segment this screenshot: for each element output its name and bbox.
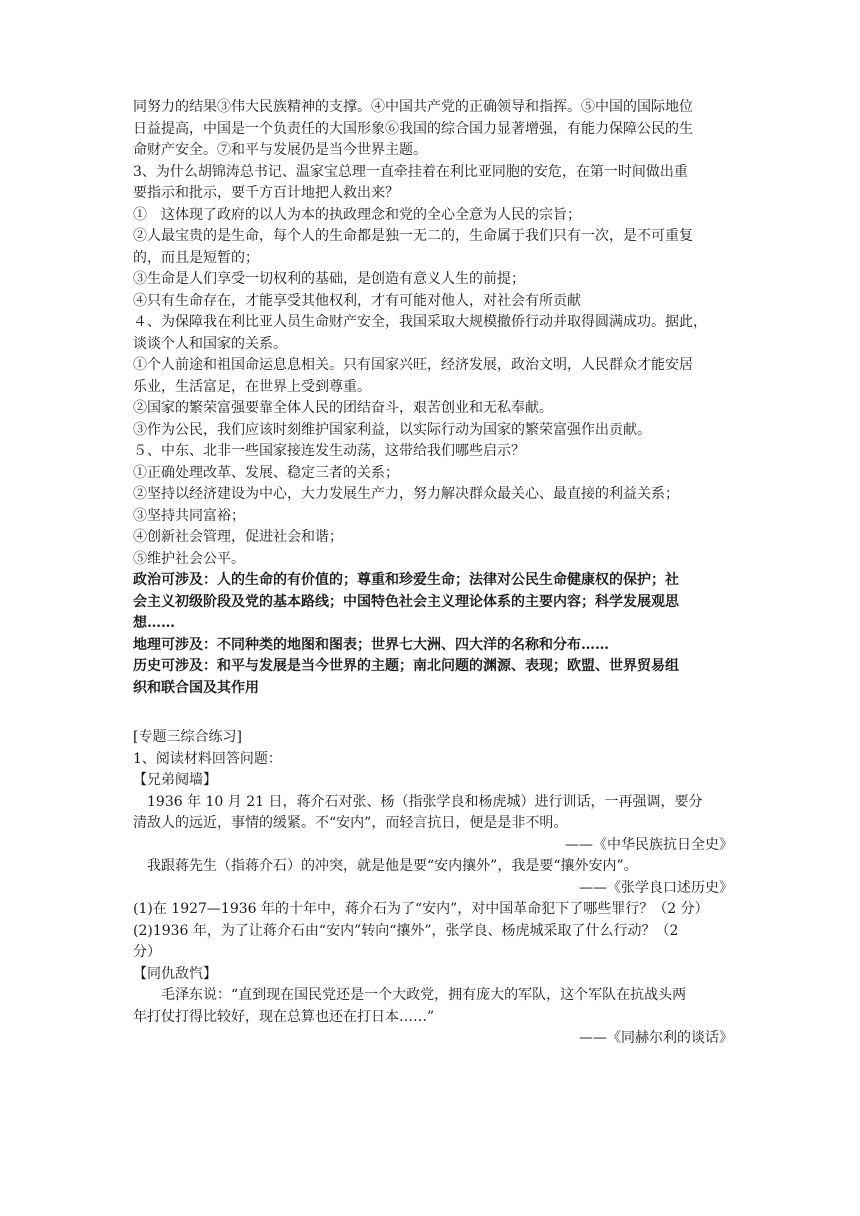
text-line: 命财产安全。⑦和平与发展仍是当今世界主题。 xyxy=(133,142,427,158)
bold-line: 政治可涉及：人的生命的有价值的；尊重和珍爱生命；法律对公民生命健康权的保护；社 xyxy=(133,572,679,588)
text-line: 乐业，生活富足，在世界上受到尊重。 xyxy=(133,378,371,395)
material-1-quote: 我跟蒋先生（指蒋介石）的冲突，就是他是要“安内攘外”，我是要“攘外安内”。 xyxy=(147,858,638,874)
subject-links-block xyxy=(133,570,733,699)
text-line: ①个人前途和祖国命运息息相关。只有国家兴旺，经济发展，政治文明，人民群众才能安居 xyxy=(133,357,693,373)
material-1-source: ——《中华民族抗日全史》 xyxy=(565,836,733,853)
material-2-text: 毛泽东说：“直到现在国民党还是一个大政党，拥有庞大的军队，这个军队在抗战头两 xyxy=(161,987,687,1003)
bold-line: 织和联合国及其作用 xyxy=(133,679,259,696)
text-line: ④创新社会管理，促进社会和谐； xyxy=(133,529,343,545)
text-line: 要指示和批示，要千方百计地把人救出来？ xyxy=(133,185,399,201)
text-line: ③作为公民，我们应该时刻维护国家利益，以实际行动为国家的繁荣富强作出贡献。 xyxy=(133,421,651,438)
text-line: 谈谈个人和国家的关系。 xyxy=(133,335,287,352)
material-2-heading: 【同仇敌忾】 xyxy=(133,965,217,982)
bold-line: 历史可涉及：和平与发展是当今世界的主题；南北问题的渊源、表现；欧盟、世界贸易组 xyxy=(133,658,679,674)
material-2-text: 年打仗打得比较好，现在总算也还在打日本……” xyxy=(133,1008,435,1025)
question-5: ５、中东、北非一些国家接连发生动荡，这带给我们哪些启示？ xyxy=(133,443,525,459)
text-line: ③生命是人们享受一切权利的基础，是创造有意义人生的前提； xyxy=(133,271,525,287)
material-1-source-2: ——《张学良口述历史》 xyxy=(579,879,733,896)
text-line: ③坚持共同富裕； xyxy=(133,507,245,524)
text-line: ④只有生命存在，才能享受其他权利，才有可能对他人，对社会有所贡献 xyxy=(133,292,581,309)
material-2-source: ——《同赫尔利的谈话》 xyxy=(579,1030,733,1046)
document-page xyxy=(133,97,733,1050)
text-line: ②人最宝贵的是生命，每个人的生命都是独一无二的，生命属于我们只有一次，是不可重复 xyxy=(133,228,693,244)
question-4: ４、为保障我在利比亚人员生命财产安全，我国采取大规模撤侨行动并取得圆满成功。据此， xyxy=(133,314,707,330)
text-line: ②国家的繁荣富强要靠全体人民的团结奋斗，艰苦创业和无私奉献。 xyxy=(133,400,553,416)
spacer xyxy=(133,699,733,727)
exercise-section xyxy=(133,727,733,1050)
question-3: 3、为什么胡锦涛总书记、温家宝总理一直牵挂着在利比亚同胞的安危，在第一时间做出重 xyxy=(133,163,688,180)
material-1-heading: 【兄弟阋墙】 xyxy=(133,772,217,788)
sub-question-2-cont: 分） xyxy=(133,944,161,960)
text-line: 的，而且是短暂的； xyxy=(133,249,259,266)
sub-question-1: (1)在 1927—1936 年的十年中，蒋介石为了“安内”，对中国革命犯下了哪些罪行？（2 分） xyxy=(133,901,709,917)
answer-block xyxy=(133,97,733,570)
bold-line: 地理可涉及：不同种类的地图和图表；世界七大洲、四大洋的名称和分布…… xyxy=(133,636,609,653)
text-line: ①正确处理改革、发展、稳定三者的关系； xyxy=(133,464,399,481)
text-line: 日益提高，中国是一个负责任的大国形象⑥我国的综合国力显著增强，有能力保障公民的生 xyxy=(133,120,693,137)
question-1-title: 1、阅读材料回答问题： xyxy=(133,750,282,767)
material-1-text: 1936 年 10 月 21 日，蒋介石对张、杨（指张学良和杨虎城）进行训话，一再强调，要分 xyxy=(147,793,703,810)
sub-question-2: (2)1936 年，为了让蒋介石由“安内”转向“攘外”，张学良、杨虎城采取了什么行动？（2 xyxy=(133,922,679,939)
text-line: ① 这体现了政府的以人为本的执政理念和党的全心全意为人民的宗旨； xyxy=(133,206,581,223)
bold-line: 想…… xyxy=(133,615,175,631)
text-line: ⑤维护社会公平。 xyxy=(133,550,245,567)
material-1-text: 清敌人的远近，事情的缓紧。不“安内”，而轻言抗日，便是是非不明。 xyxy=(133,815,568,831)
bold-line: 会主义初级阶段及党的基本路线；中国特色社会主义理论体系的主要内容；科学发展观思 xyxy=(133,593,679,610)
text-line: 同努力的结果③伟大民族精神的支撑。④中国共产党的正确领导和指挥。⑤中国的国际地位 xyxy=(133,99,693,115)
section-title: [专题三综合练习] xyxy=(133,729,242,745)
text-line: ②坚持以经济建设为中心，大力发展生产力，努力解决群众最关心、最直接的利益关系； xyxy=(133,486,679,502)
